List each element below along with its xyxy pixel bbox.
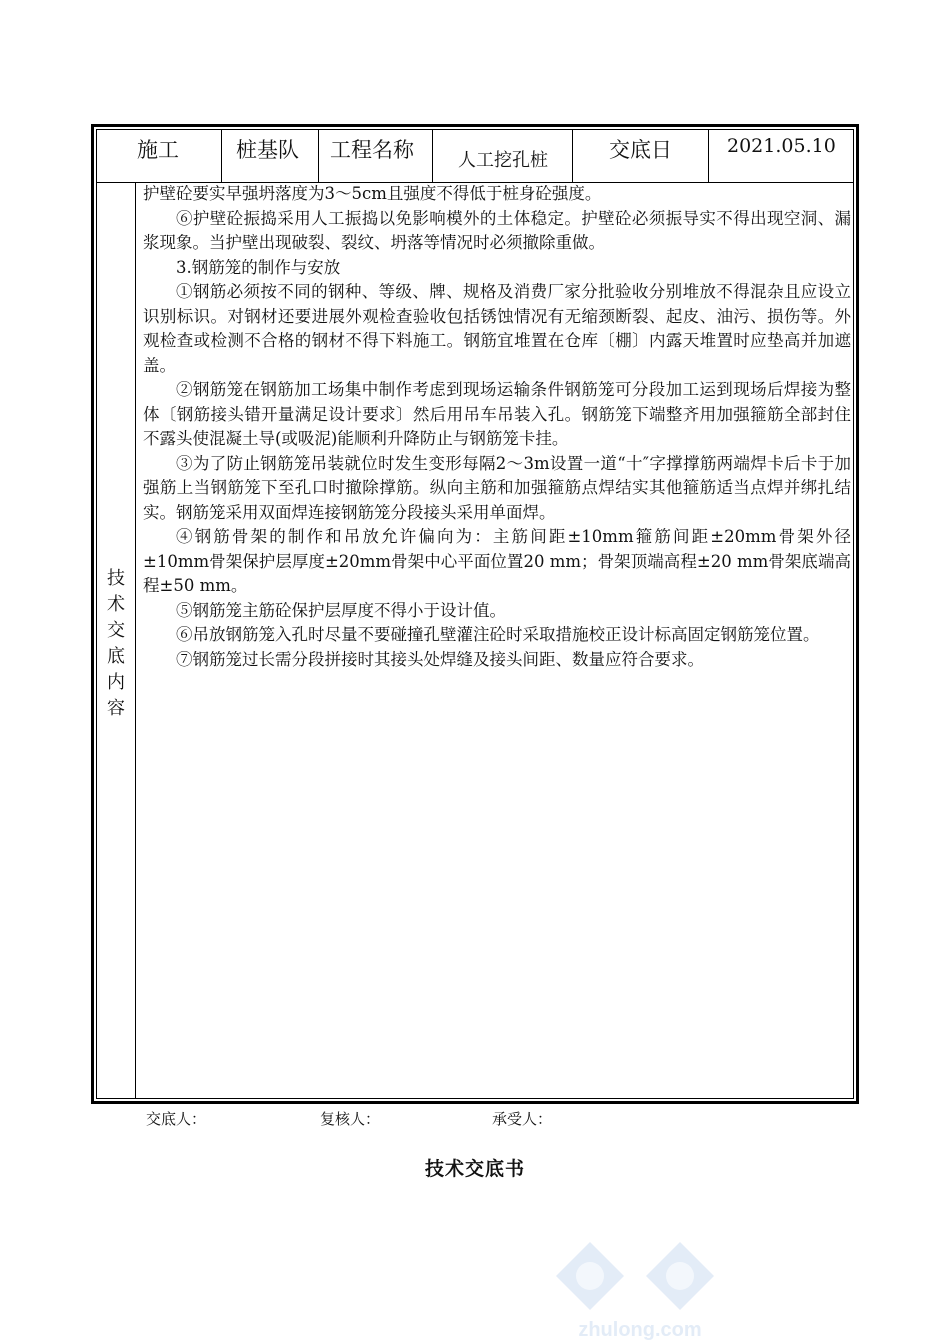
signature-row bbox=[0, 1108, 950, 1130]
body-column-separator bbox=[135, 182, 136, 1098]
content-paragraph: ①钢筋必须按不同的钢种、等级、牌、规格及消费厂家分批验收分别堆放不得混杂且应设立识别标识。对钢材还要进展外观检查验收包括锈蚀情况有无缩颈断裂、起皮、油污、损伤等。外观检查或检测不合格的钢材不得下料施工。钢筋宜堆置在仓库〔棚〕内露天堆置时应垫高并加遮盖。 bbox=[143, 282, 851, 375]
header-team-cell bbox=[221, 130, 318, 182]
content-paragraph: ⑥吊放钢筋笼入孔时尽量不要碰撞孔壁灌注砼时采取措施校正设计标高固定钢筋笼位置。 bbox=[176, 625, 820, 644]
header-label-date: 交底日 bbox=[609, 138, 672, 162]
reviewer-label: 复核人： bbox=[320, 1110, 381, 1128]
content-paragraph: ②钢筋笼在钢筋加工场集中制作考虑到现场运输条件钢筋笼可分段加工运到现场后焊接为整体〔钢筋接头错开量满足设计要求〕然后用吊车吊装入孔。钢筋笼下端整齐用加强箍筋全部封住不露头使混凝土导(或吸泥)能顺利升降防止与钢筋笼卡挂。 bbox=[143, 380, 851, 448]
document-title: 技术交底书 bbox=[424, 1158, 525, 1180]
header-date-value: 2021.05.10 bbox=[727, 135, 836, 157]
side-label-char: 容 bbox=[107, 698, 125, 719]
header-project-name: 人工挖孔桩 bbox=[458, 150, 548, 171]
header-label-date-cell bbox=[572, 130, 708, 182]
header-label-construction: 施工 bbox=[137, 138, 179, 162]
zhulong-watermark-logo bbox=[520, 1236, 760, 1344]
header-label-construction-cell bbox=[97, 130, 221, 182]
presenter-label: 交底人： bbox=[146, 1110, 207, 1128]
header-project-cell bbox=[432, 130, 572, 182]
content-paragraph: ④钢筋骨架的制作和吊放允许偏向为：主筋间距±10mm箍筋间距±20mm骨架外径±10mm骨架保护层厚度±20mm骨架中心平面位置20 mm；骨架顶端高程±20 mm骨架底端高程±50 mm。 bbox=[143, 527, 851, 595]
disclosure-form bbox=[91, 124, 859, 1104]
disclosure-content bbox=[143, 182, 851, 672]
content-paragraph: 护壁砼要实早强坍落度为3～5cm且强度不得低于桩身砼强度。 bbox=[143, 184, 602, 203]
content-paragraph: ⑦钢筋笼过长需分段拼接时其接头处焊缝及接头间距、数量应符合要求。 bbox=[176, 649, 704, 669]
side-label-char: 底 bbox=[107, 646, 125, 667]
header-date-cell bbox=[708, 130, 858, 182]
content-paragraph: ⑤钢筋笼主筋砼保护层厚度不得小于设计值。 bbox=[176, 600, 506, 620]
content-paragraph: ⑥护壁砼振捣采用人工振捣以免影响模外的土体稳定。护壁砼必须振导实不得出现空洞、漏浆现象。当护壁出现破裂、裂纹、坍落等情况时必须撤除重做。 bbox=[143, 208, 851, 252]
side-label-char: 交 bbox=[107, 620, 125, 641]
side-label-char: 术 bbox=[107, 594, 125, 615]
side-label-char: 技 bbox=[107, 568, 125, 589]
form-inner-frame bbox=[96, 129, 854, 1099]
receiver-label: 承受人： bbox=[492, 1110, 553, 1128]
section-heading: 3.钢筋笼的制作与安放 bbox=[176, 257, 341, 277]
side-label bbox=[101, 566, 131, 722]
content-paragraph: ③为了防止钢筋笼吊装就位时发生变形每隔2～3m设置一道“十″字撑撑筋两端焊卡后卡于加强筋上当钢筋笼下至孔口时撤除撑筋。纵向主筋和加强箍筋点焊结实其他箍筋适当点焊并绑扎结实。钢筋笼采用双面焊连接钢筋笼分段接头采用单面焊。 bbox=[143, 453, 851, 522]
header-team-value: 桩基队 bbox=[236, 138, 299, 162]
side-label-char: 内 bbox=[107, 672, 125, 693]
svg-text:zhulong.com: zhulong.com bbox=[578, 1319, 702, 1341]
header-label-project-cell bbox=[318, 130, 432, 182]
header-label-project: 工程名称 bbox=[330, 138, 414, 162]
